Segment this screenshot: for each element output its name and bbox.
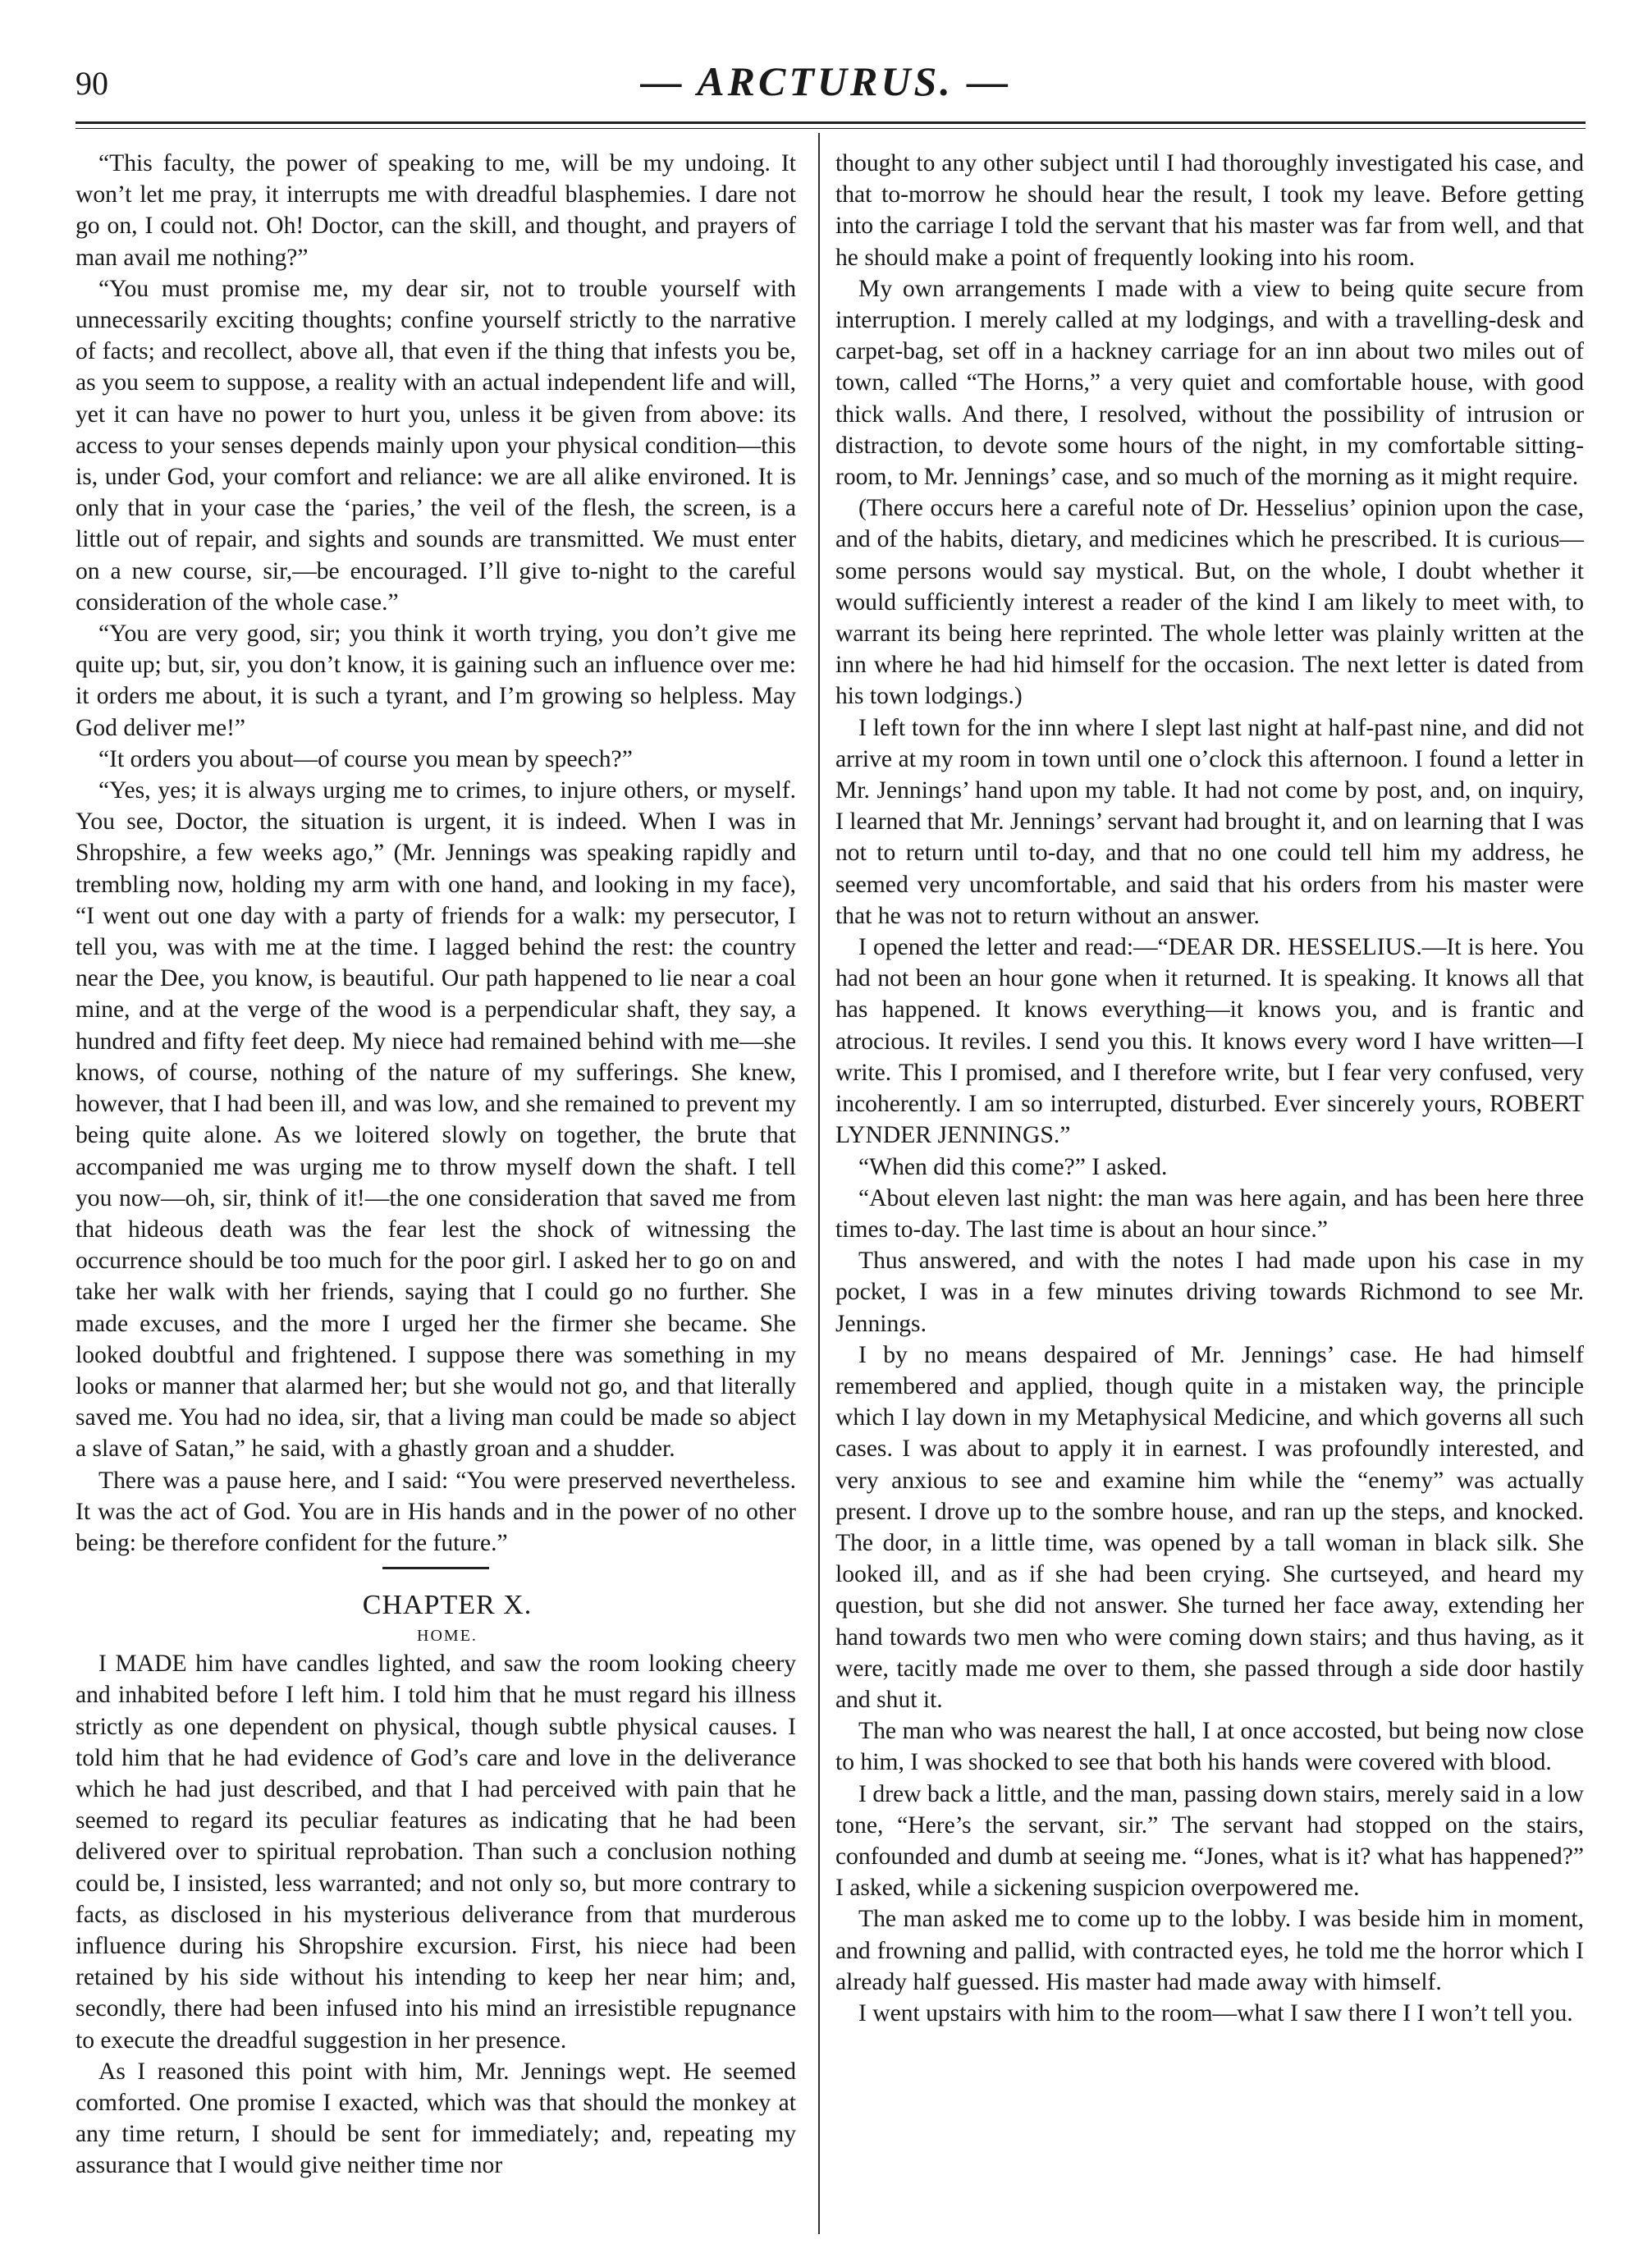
header-rule-thin	[76, 128, 1586, 129]
paragraph: “You must promise me, my dear sir, not to trouble yourself with unnecessarily exciting thoughts; confine yourself strictly to the narrative of facts; and recollect, above all, that even if the thing that infests you be, as you seem to suppose, a reality with an actual independent life and will, yet it can have no power to hurt you, unless it be given from above: its access to your senses depends mainly upon your physical condition—this is, under God, your comfort and reliance: we are all alike environed. It is only that in your case the ‘paries,’ the veil of the flesh, the screen, is a little out of repair, and sights and sounds are transmitted. We must enter on a new course, sir,—be encouraged. I’ll give to-night to the careful consideration of the whole case.”	[76, 275, 796, 616]
paragraph: I by no means despaired of Mr. Jennings’ case. He had himself remembered and applied, though quite in a mistaken way, the principle which I lay down in my Metaphysical Medicine, and which governs all such cases. I was about to apply it in earnest. I was profoundly interested, and very anxious to see and examine him while the “enemy” was actually present. I drove up to the sombre house, and ran up the steps, and knocked. The door, in a little time, was opened by a tall woman in black silk. She looked ill, and as if she had been crying. She curtseyed, and heard my question, but she did not answer. She turned her face away, extending her hand towards two men who were coming down stairs; and thus having, as it were, tacitly made me over to them, she passed through a side door hastily and shut it.	[835, 1341, 1584, 1713]
chapter-subtitle: HOME.	[417, 1627, 478, 1646]
paragraph: There was a pause here, and I said: “You were preserved nevertheless. It was the act of God. You are in His hands and in the power of no other being: be therefore confident for the future.”	[76, 1467, 796, 1556]
paragraph: “It orders you about—of course you mean by speech?”	[98, 745, 633, 772]
left-paragraphs-after	[76, 1648, 796, 2181]
page-number: 90	[76, 65, 108, 102]
paragraph: (There occurs here a careful note of Dr. Hesselius’ opinion upon the case, and of the habits, dietary, and medicines which he prescribed. It is curious—some persons would say mystical. But, on the whole, I doubt whether it would sufficiently interest a reader of the kind I am likely to meet with, to warrant its being here reprinted. The whole letter was plainly written at the inn where he had hid himself for the occasion. The next letter is dated from his town lodgings.)	[835, 495, 1584, 710]
paragraph: “Yes, yes; it is always urging me to crimes, to injure others, or myself. You see, Doctor, the situation is urgent, it is indeed. When I was in Shropshire, a few weeks ago,” (Mr. Jennings was speaking rapidly and trembling now, holding my arm with one hand, and looking in my face), “I went out one day with a party of friends for a walk: my persecutor, I tell you, was with me at the time. I lagged behind the rest: the country near the Dee, you know, is beautiful. Our path happened to lie near a coal mine, and at the verge of the wood is a perpendicular shaft, they say, a hundred and fifty feet deep. My niece had remained behind with me—she knows, of course, nothing of the nature of my sufferings. She knew, however, that I had been ill, and was low, and she remained to prevent my being quite alone. As we loitered slowly on together, the brute that accompanied me was urging me to throw myself down the shaft. I tell you now—oh, sir, think of it!—the one consideration that saved me from that hideous death was the fear lest the shock of witnessing the occurrence should be too much for the poor girl. I asked her to go on and take her walk with her friends, saying that I could go no further. She made excuses, and the more I urged her the firmer she became. She looked doubtful and frightened. I suppose there was something in my looks or manner that alarmed her; but she would not go, and that literally saved me. You had no idea, sir, that a living man could be made so abject a slave of Satan,” he said, with a ghastly groan and a shudder.	[76, 777, 796, 1463]
paragraph: “When did this come?” I asked.	[858, 1153, 1168, 1180]
paragraph: “You are very good, sir; you think it worth trying, you don’t give me quite up; but, sir, you don’t know, it is gaining such an influence over me: it orders me about, it is such a tyrant, and I’m growing so helpless. May God deliver me!”	[76, 620, 796, 741]
paragraph: The man who was nearest the hall, I at once accosted, but being now close to him, I was shocked to see that both his hands were covered with blood.	[835, 1718, 1584, 1776]
paragraph: “This faculty, the power of speaking to me, will be my undoing. It won’t let me pray, it interrupts me with dreadful blasphemies. I dare not go on, I could not. Oh! Doctor, can the skill, and thought, and prayers of man avail me nothing?”	[76, 150, 796, 271]
paragraph: As I reasoned this point with him, Mr. Jennings wept. He seemed comforted. One promise I exacted, which was that should the monkey at any time return, I should be sent for immediately; and, repeating my assurance that I would give neither time nor	[76, 2058, 796, 2179]
left-column	[76, 148, 796, 2182]
paragraph: I left town for the inn where I slept last night at half-past nine, and did not arrive at my room in town until one o’clock this afternoon. I found a letter in Mr. Jennings’ hand upon my table. It had not come by post, and, on inquiry, I learned that Mr. Jennings’ servant had brought it, and on learning that I was not to return until to-day, and that no one could tell him my address, he seemed very uncomfortable, and said that his orders from his master were that he was not to return without an answer.	[835, 714, 1584, 929]
section-separator	[382, 1567, 489, 1569]
column-divider	[818, 133, 820, 2234]
paragraph: I drew back a little, and the man, passing down stairs, merely said in a low tone, “Here’s the servant, sir.” The servant had stopped on the stairs, confounded and dumb at seeing me. “Jones, what is it? what has happened?” I asked, while a sickening suspicion overpowered me.	[835, 1780, 1584, 1902]
right-column	[835, 148, 1584, 2029]
paragraph: I MADE him have candles lighted, and saw the room looking cheery and inhabited before I left him. I told him that he must regard his illness strictly as one dependent on physical, though subtle physical causes. I told him that he had evidence of God’s care and love in the deliverance which he had just described, and that I had perceived with pain that he seemed to regard its peculiar features as indicating that he had been delivered over to spiritual reprobation. Than such a conclusion nothing could be, I insisted, less warranted; and not only so, but more contrary to facts, as disclosed in his mysterious deliverance from that murderous influence during his Shropshire excursion. First, his niece had been retained by his side without his intending to keep her near him; and, secondly, there had been infused into his mind an irresistible repugnance to execute the dreadful suggestion in her presence.	[76, 1651, 796, 2054]
paragraph: I opened the letter and read:—“DEAR DR. HESSELIUS.—It is here. You had not been an hour gone when it returned. It is speaking. It knows all that has happened. It knows everything—it knows you, and is frantic and atrocious. It reviles. I send you this. It knows every word I have written—I write. This I promised, and I therefore write, but I fear very confused, very incoherently. I am so interrupted, disturbed. Ever sincerely yours, ROBERT LYNDER JENNINGS.”	[835, 934, 1584, 1149]
paragraph: Thus answered, and with the notes I had made upon his case in my pocket, I was in a few minutes driving towards Richmond to see Mr. Jennings.	[835, 1248, 1584, 1337]
chapter-title: CHAPTER X.	[362, 1590, 533, 1621]
paragraph: “About eleven last night: the man was here again, and has been here three times to-day. The last time is about an hour since.”	[835, 1184, 1584, 1243]
paragraph: My own arrangements I made with a view to being quite secure from interruption. I merely called at my lodgings, and with a travelling-desk and carpet-bag, set off in a hackney carriage for an inn about two miles out of town, called “The Horns,” a very quiet and comfortable house, with good thick walls. And there, I resolved, without the possibility of intrusion or distraction, to devote some hours of the night, in my comfortable sitting-room, to Mr. Jennings’ case, and so much of the morning as it might require.	[835, 275, 1584, 491]
page-header	[0, 0, 1652, 123]
header-rule-thick	[76, 121, 1586, 124]
paragraph: The man asked me to come up to the lobby. I was beside him in moment, and frowning and pallid, with contracted eyes, he told me the horror which I already half guessed. His master had made away with himself.	[835, 1906, 1584, 1995]
left-paragraphs-before	[76, 148, 796, 1559]
right-paragraphs	[835, 148, 1584, 2029]
paragraph: thought to any other subject until I had thoroughly investigated his case, and that to-morrow he should hear the result, I took my leave. Before getting into the carriage I told the servant that his master was far from well, and that he should make a point of frequently looking into his room.	[835, 150, 1584, 271]
magazine-title: — ARCTURUS. —	[640, 58, 1012, 104]
paragraph: I went upstairs with him to the room—what I saw there I I won’t tell you.	[858, 1999, 1573, 2026]
